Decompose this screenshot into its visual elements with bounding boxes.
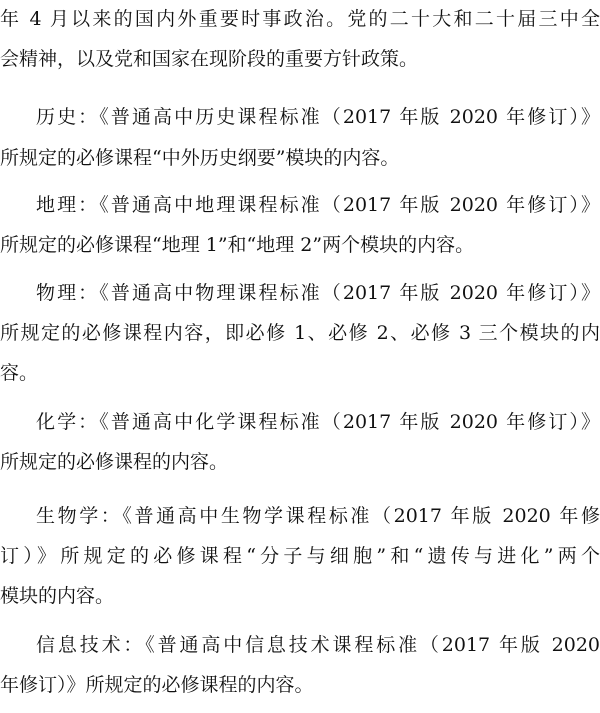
geography-line-1: 地理：《普通高中地理课程标准（2017 年版 2020 年修订）》	[36, 194, 600, 216]
intro-line-2: 会精神，以及党和国家在现阶段的重要方针政策。	[0, 48, 419, 70]
physics-line-2: 所规定的必修课程内容，即必修 1、必修 2、必修 3 三个模块的内	[0, 322, 600, 344]
biology-line-2: 订）》所规定的必修课程“分子与细胞”和“遗传与进化”两个	[0, 545, 600, 567]
history-line-2: 所规定的必修课程“中外历史纲要”模块的内容。	[0, 147, 400, 169]
chemistry-line-1: 化学：《普通高中化学课程标准（2017 年版 2020 年修订）》	[36, 411, 600, 433]
chemistry-line-2: 所规定的必修课程的内容。	[0, 451, 229, 473]
physics-line-1: 物理：《普通高中物理课程标准（2017 年版 2020 年修订）》	[36, 282, 600, 304]
physics-line-3: 容。	[0, 362, 39, 384]
geography-line-2: 所规定的必修课程“地理 1”和“地理 2”两个模块的内容。	[0, 234, 475, 256]
biology-line-1: 生物学：《普通高中生物学课程标准（2017 年版 2020 年修	[36, 505, 600, 527]
intro-line-1: 年 4 月以来的国内外重要时事政治。党的二十大和二十届三中全	[0, 8, 600, 30]
it-line-1: 信息技术：《普通高中信息技术课程标准（2017 年版 2020	[36, 634, 600, 656]
history-line-1: 历史：《普通高中历史课程标准（2017 年版 2020 年修订）》	[36, 106, 600, 128]
it-line-2: 年修订）》所规定的必修课程的内容。	[0, 674, 314, 696]
biology-line-3: 模块的内容。	[0, 585, 115, 607]
